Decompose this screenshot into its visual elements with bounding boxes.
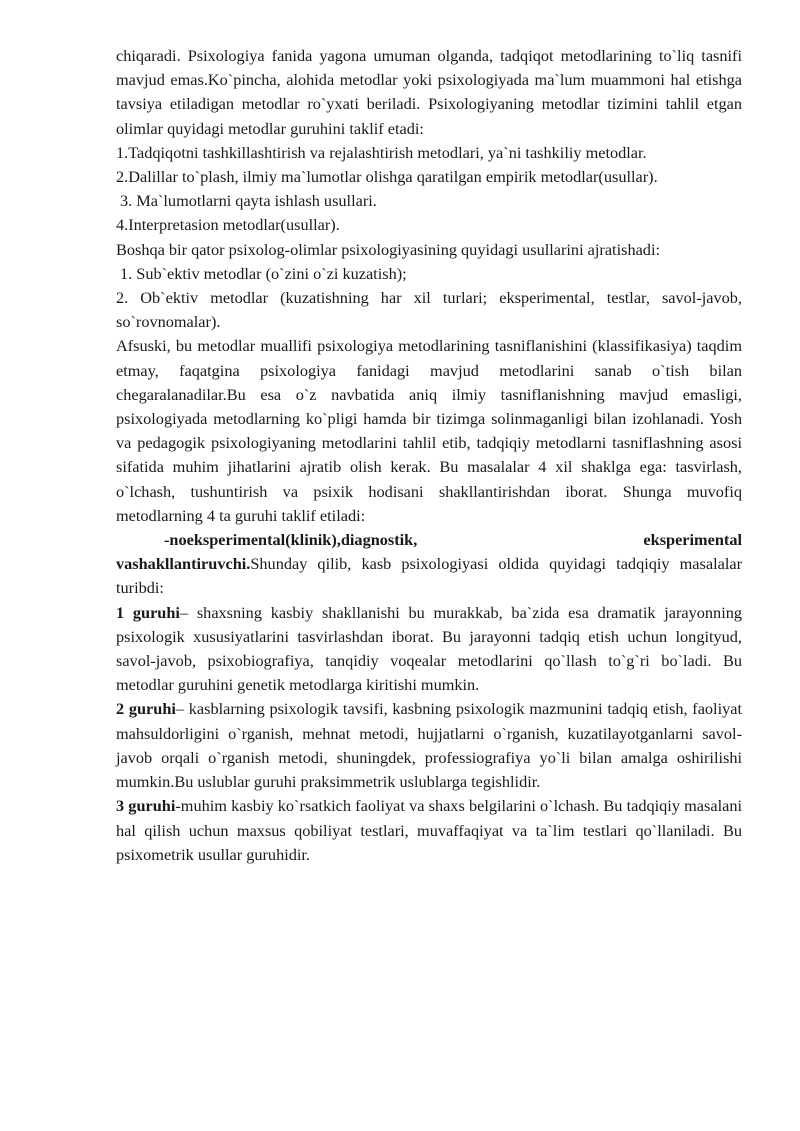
group-1-label: 1 guruhi: [116, 602, 180, 622]
group-2-text: – kasblarning psixologik tavsifi, kasbning psixologik mazmunini tadqiq etish, faoliyat mahsuldorligini o`rganish, mehnat metodi, hujjatlarni o`rganish, kuzatilayotganlarni savol-javob orqali o`rganish metodi, shuningdek, professiografiya yo`li bilan amalga oshirilishi mumkin.Bu uslublar guruhi praksimmetrik uslublarga tegishlidir.: [116, 699, 742, 792]
paragraph-tasks-text: Shunday qilib, kasb psixologiyasi oldida quyidagi tadqiqiy masalalar turibdi:: [116, 554, 742, 598]
list-item-1: 1.Tadqiqotni tashkillashtirish va rejalashtirish metodlari, ya`ni tashkiliy metodlar.: [116, 142, 647, 162]
group-1-text: – shaxsning kasbiy shakllanishi bu murakkab, ba`zida esa dramatik jarayonning psixologik xususiyatlarini tasvirlashdan iborat. Bu jarayonni tadqiq etish uchun longityud, savol-javob, psixobiografiya, tanqidiy voqealar metodlarini qo`llash to`g`ri bo`ladi. Bu metodlar guruhini genetik metodlarga kiritishi mumkin.: [116, 602, 742, 695]
paragraph-intro: chiqaradi. Psixologiya fanida yagona umuman olganda, tadqiqot metodlarining to`liq tasnifi mavjud emas.Ko`pincha, alohida metodlar yoki psixologiyada ma`lum muammoni hal etishga tavsiya etiladigan metodlar ro`yxati beriladi. Psixologiyaning metodlar tizimini tahlil etgan olimlar quyidagi metodlar guruhini taklif etadi:: [116, 46, 742, 138]
group-3-text: -muhim kasbiy ko`rsatkich faoliyat va shaxs belgilarini o`lchash. Bu tadqiqiy masalani hal qilish uchun maxsus qobiliyat testlari, muvaffaqiyat va ta`lim testlari qo`llaniladi. Bu psixometrik usullar guruhidir.: [116, 796, 742, 864]
group-2-label: 2 guruhi: [116, 699, 176, 719]
list2-item-2: 2. Ob`ektiv metodlar (kuzatishning har xil turlari; eksperimental, testlar, savol-javob, so`rovnomalar).: [116, 288, 742, 332]
group-1-paragraph: [116, 601, 742, 698]
method-groups-line: [116, 528, 742, 552]
group-2-paragraph: [116, 697, 742, 794]
list-item-3: 3. Ma`lumotlarni qayta ishlash usullari.: [120, 191, 377, 211]
paragraph-tasks: [116, 552, 742, 600]
document-page: [116, 44, 742, 867]
list-item-2: 2.Dalillar to`plash, ilmiy ma`lumotlar olishga qaratilgan empirik metodlar(usullar).: [116, 167, 658, 187]
paragraph-other-scholars: Boshqa bir qator psixolog-olimlar psixologiyasining quyidagi usullarini ajratishadi:: [116, 239, 660, 259]
method-groups-bold-end: vashakllantiruvchi.: [116, 554, 251, 574]
list2-item-1: 1. Sub`ektiv metodlar (o`zini o`zi kuzatish);: [120, 263, 407, 283]
group-3-paragraph: [116, 794, 742, 867]
method-groups-bold: -noeksperimental(klinik),diagnostik, eksperimental: [164, 530, 742, 550]
list-item-4: 4.Interpretasion metodlar(usullar).: [116, 215, 340, 235]
paragraph-classification: Afsuski, bu metodlar muallifi psixologiya metodlarining tasniflanishini (klassifikasiya) taqdim etmay, faqatgina psixologiya fanidagi mavjud metodlarini sanab o`tish bilan chegaralanadilar.Bu esa o`z navbatida aniq ilmiy tasniflanishning mavjud emasligi, psixologiyada metodlarning ko`pligi hamda bir tizimga solinmaganligi bilan izohlanadi. Yosh va pedagogik psixologiyaning metodlarini tahlil etib, tadqiqiy metodlarni tasniflashning asosi sifatida muhim jihatlarini ajratib olish kerak. Bu masalalar 4 xil shaklga ega: tasvirlash, o`lchash, tushuntirish va psixik hodisani shakllantirishdan iborat. Shunga muvofiq metodlarning 4 ta guruhi taklif etiladi:: [116, 336, 742, 525]
group-3-label: 3 guruhi: [116, 796, 176, 816]
